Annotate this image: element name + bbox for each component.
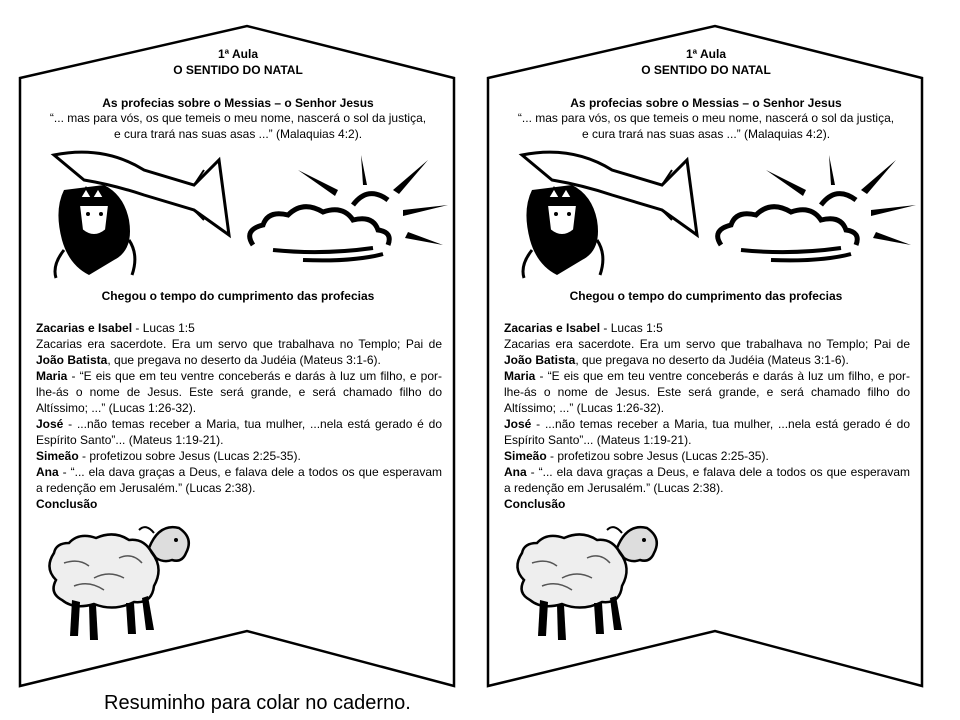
item-name: Maria — [36, 369, 68, 383]
item-name: João Batista — [36, 353, 108, 367]
item-text: - “E eis que em teu ventre conceberás e darás à luz um filho, e por-lhe-ás o nome de Jesus. Este será grande, e será chamado filho do Altíssimo; ...” (Lucas 1:26-32). — [36, 369, 442, 415]
sheep-illustration — [502, 508, 662, 648]
trumpet-herald-illustration — [44, 140, 244, 280]
item-name: João Batista — [504, 353, 576, 367]
item-text: - Lucas 1:5 — [600, 321, 663, 335]
lesson-body — [504, 320, 910, 512]
quote-line-1: “... mas para vós, os que temeis o meu nome, nascerá o sol da justiça, — [517, 111, 895, 125]
footer-note: Resuminho para colar no caderno. — [104, 692, 411, 714]
quote-line-2: e cura trará nas suas asas ...” (Malaquias 4:2). — [113, 127, 363, 141]
lesson-items — [36, 320, 442, 496]
quote-line-2: e cura trará nas suas asas ...” (Malaquias 4:2). — [581, 127, 831, 141]
item-text: - “... ela dava graças a Deus, e falava dele a todos os que esperavam a redenção em Jerusalém.” (Lucas 2:38). — [36, 465, 442, 495]
lesson-number: 1ª Aula — [217, 47, 258, 61]
lesson-card-left — [18, 0, 458, 720]
item-text: - “... ela dava graças a Deus, e falava dele a todos os que esperavam a redenção em Jerusalém.” (Lucas 2:38). — [504, 465, 910, 495]
item-name: Simeão — [504, 449, 547, 463]
lesson-number: 1ª Aula — [685, 47, 726, 61]
quote-line-1: “... mas para vós, os que temeis o meu nome, nascerá o sol da justiça, — [49, 111, 427, 125]
item-name: Ana — [36, 465, 59, 479]
item-text: Zacarias era sacerdote. Era um servo que trabalhava no Templo; Pai de — [36, 337, 442, 351]
item-text: - ...não temas receber a Maria, tua mulher, ...nela está gerado é do Espírito Santo”... (Mateus 1:19-21). — [504, 417, 910, 447]
item-text: - profetizou sobre Jesus (Lucas 2:25-35). — [546, 449, 769, 463]
item-text: , que pregava no deserto da Judéia (Mateus 3:1-6). — [107, 353, 381, 367]
item-name: Ana — [504, 465, 527, 479]
item-text: , que pregava no deserto da Judéia (Mateus 3:1-6). — [575, 353, 849, 367]
item-text: - “E eis que em teu ventre conceberás e darás à luz um filho, e por-lhe-ás o nome de Jesus. Este será grande, e será chamado filho do Altíssimo; ...” (Lucas 1:26-32). — [504, 369, 910, 415]
sheep-illustration — [34, 508, 194, 648]
item-name: José — [36, 417, 64, 431]
item-name: Maria — [504, 369, 536, 383]
conclusion-label: Conclusão — [504, 497, 566, 511]
section-title: Chegou o tempo do cumprimento das profecias — [569, 289, 843, 303]
conclusion-label: Conclusão — [36, 497, 98, 511]
trumpet-herald-illustration — [512, 140, 712, 280]
item-text: - profetizou sobre Jesus (Lucas 2:25-35). — [78, 449, 301, 463]
lesson-items — [504, 320, 910, 496]
item-name: José — [504, 417, 532, 431]
item-text: - Lucas 1:5 — [132, 321, 195, 335]
lesson-card-right — [486, 0, 926, 720]
prophecy-heading: As profecias sobre o Messias – o Senhor Jesus — [570, 96, 842, 110]
item-name: Zacarias e Isabel — [504, 321, 601, 335]
lesson-theme: O SENTIDO DO NATAL — [173, 63, 303, 77]
lesson-theme: O SENTIDO DO NATAL — [641, 63, 771, 77]
item-name: Zacarias e Isabel — [36, 321, 133, 335]
lesson-body — [36, 320, 442, 512]
item-name: Simeão — [36, 449, 79, 463]
prophecy-heading: As profecias sobre o Messias – o Senhor Jesus — [102, 96, 374, 110]
sun-cloud-illustration — [243, 150, 453, 270]
sun-cloud-illustration — [711, 150, 921, 270]
section-title: Chegou o tempo do cumprimento das profecias — [101, 289, 375, 303]
item-text: Zacarias era sacerdote. Era um servo que trabalhava no Templo; Pai de — [504, 337, 910, 351]
item-text: - ...não temas receber a Maria, tua mulher, ...nela está gerado é do Espírito Santo”... (Mateus 1:19-21). — [36, 417, 442, 447]
